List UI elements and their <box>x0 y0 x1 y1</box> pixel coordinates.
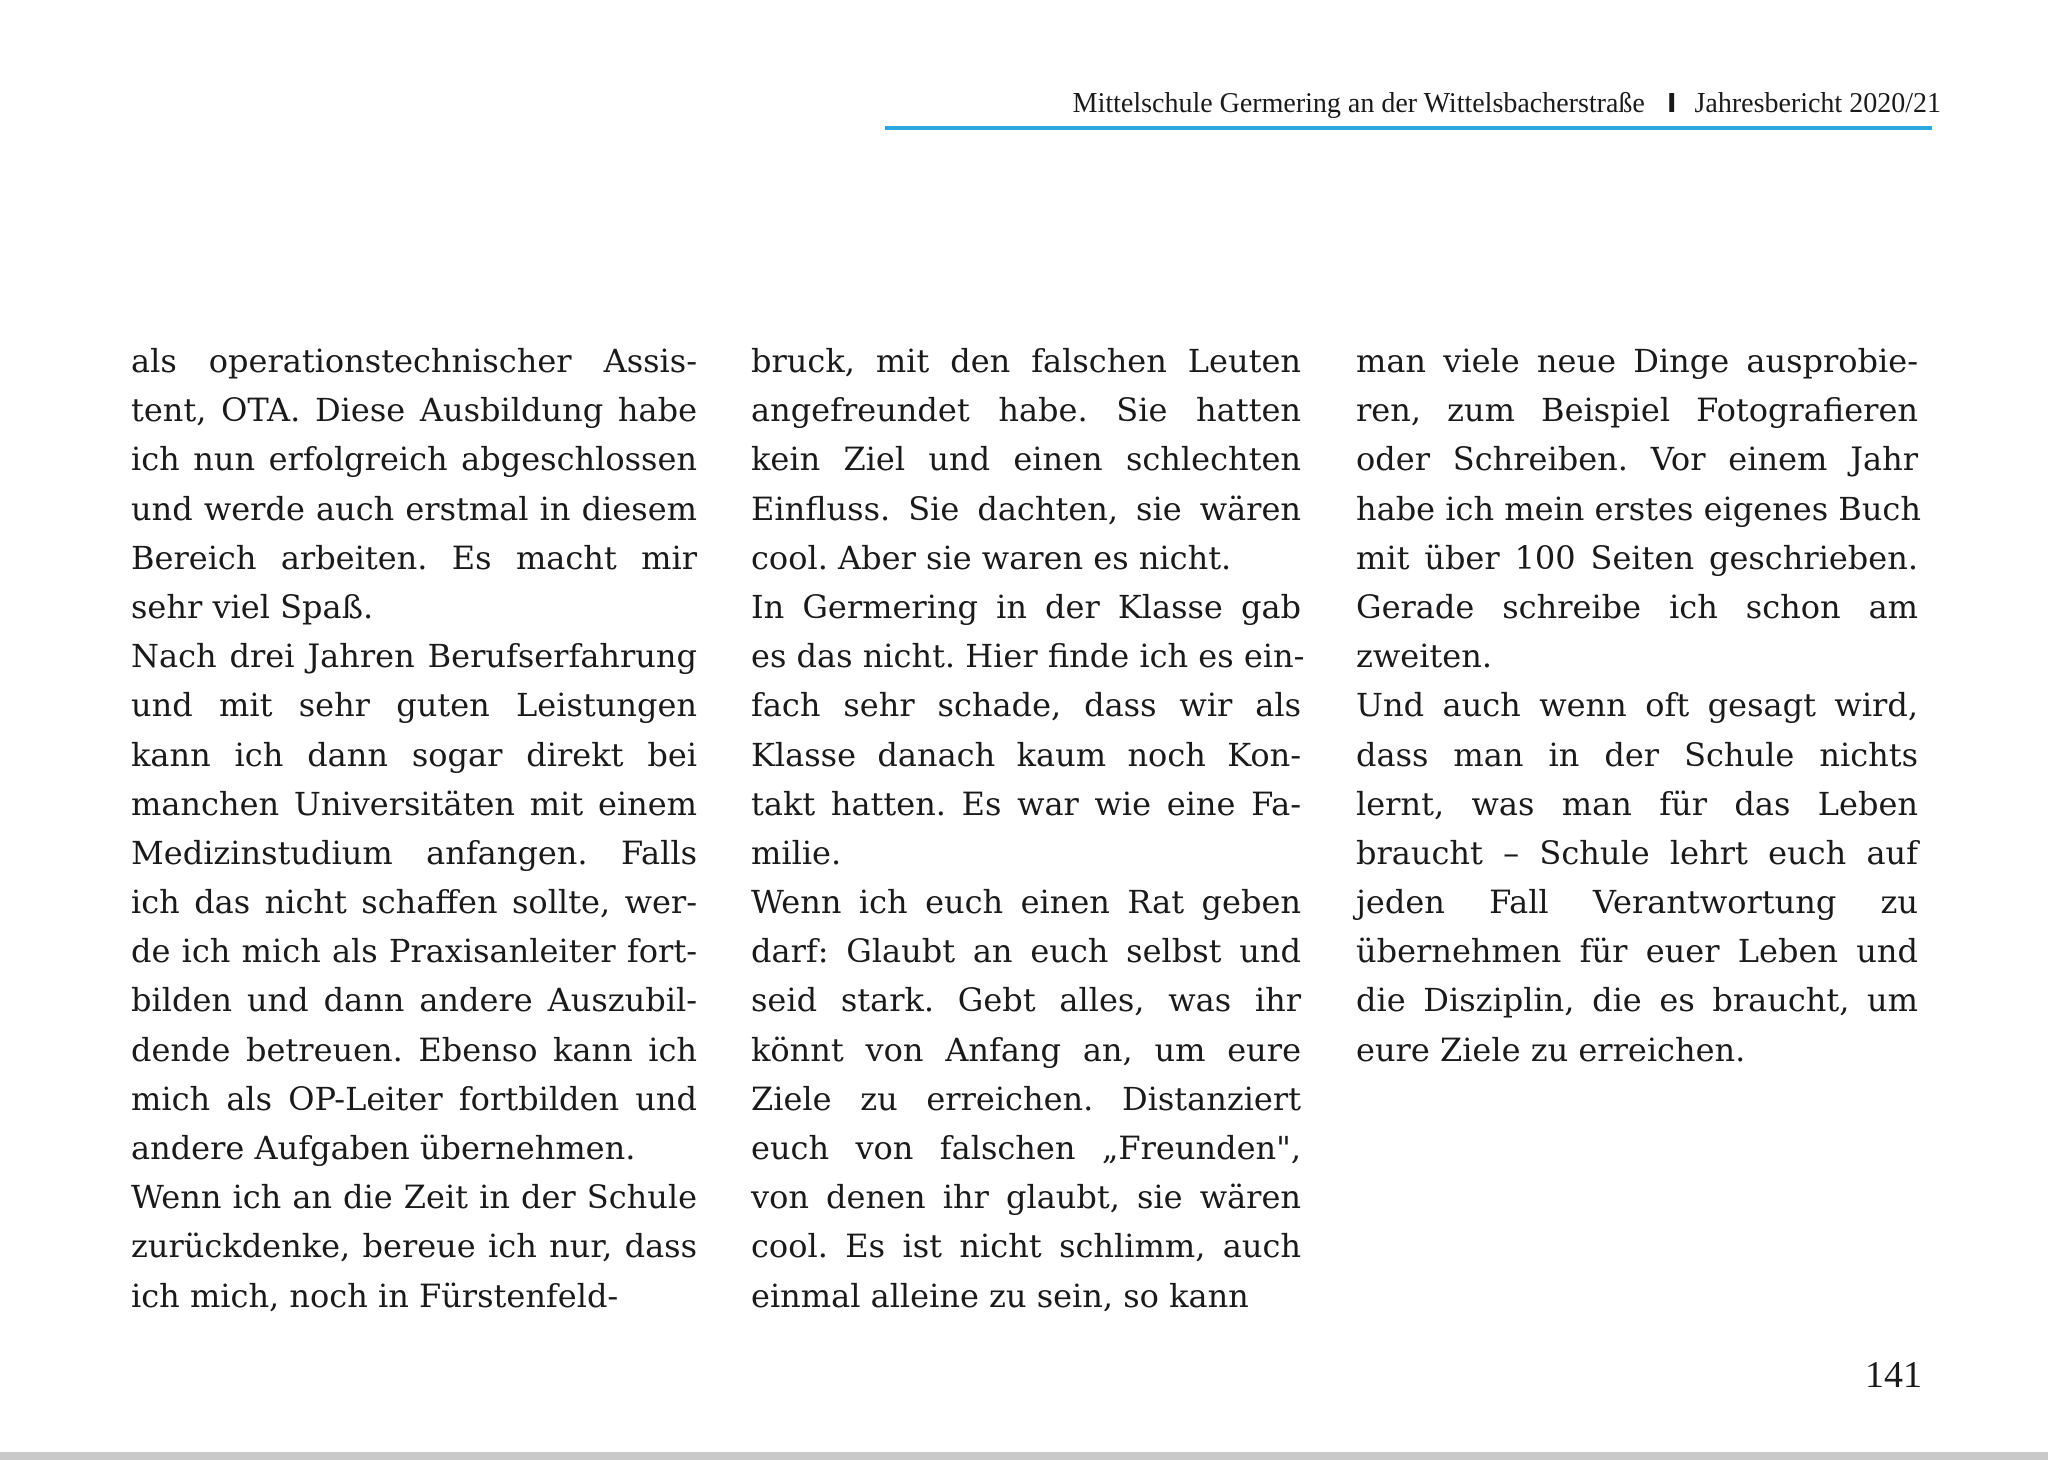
paragraph <box>751 583 1305 878</box>
page-number: 141 <box>1865 1354 1922 1396</box>
text-line: jeden Fall Verantwortung zu <box>1356 883 1918 922</box>
text-line: andere Aufgaben übernehmen. <box>131 1129 636 1167</box>
text-line: oder Schreiben. Vor einem Jahr <box>1356 440 1918 479</box>
text-line: eure Ziele zu erreichen. <box>1356 1030 1746 1069</box>
text-line: Wenn ich euch einen Rat geben <box>751 883 1301 922</box>
text-line: zurückdenke, bereue ich nur, dass <box>131 1227 697 1266</box>
text-line: ich nun erfolgreich abgeschlossen <box>131 440 697 479</box>
text-line: Bereich arbeiten. Es macht mir <box>131 538 697 577</box>
text-line: sehr viel Spaß. <box>131 587 374 626</box>
bottom-rule <box>0 1452 2048 1460</box>
text-line: ich mich, noch in Fürstenfeld- <box>131 1276 619 1315</box>
text-line: Nach drei Jahren Berufserfahrung <box>131 637 697 676</box>
paragraph <box>131 632 697 1173</box>
text-line: bruck, mit den falschen Leuten <box>751 342 1301 380</box>
paragraph <box>131 1173 697 1321</box>
text-line: und mit sehr guten Leistungen <box>131 686 697 725</box>
header-separator: I <box>1666 89 1677 119</box>
text-line: de ich mich als Praxisanleiter fort- <box>131 932 697 971</box>
paragraph <box>1356 337 1921 681</box>
text-line: Medizinstudium anfangen. Falls <box>131 833 697 872</box>
text-line: einmal alleine zu sein, so kann <box>751 1276 1249 1315</box>
text-line: die Disziplin, die es braucht, um <box>1356 981 1918 1020</box>
text-column-3 <box>1356 337 1921 1075</box>
text-line: milie. <box>751 833 842 872</box>
text-line: Und auch wenn oft gesagt wird, <box>1356 686 1918 725</box>
text-line: takt hatten. Es war wie eine Fa- <box>751 784 1301 823</box>
text-line: cool. Aber sie waren es nicht. <box>751 538 1232 577</box>
header-report-title: Jahresbericht 2020/21 <box>1694 88 1941 119</box>
text-line: lernt, was man für das Leben <box>1356 784 1918 823</box>
text-line: Einfluss. Sie dachten, sie wären <box>751 489 1301 528</box>
text-line: darf: Glaubt an euch selbst und <box>751 932 1301 971</box>
text-line: zweiten. <box>1356 637 1492 676</box>
text-line: seid stark. Gebt alles, was ihr <box>751 981 1301 1020</box>
text-line: als operationstechnischer Assis- <box>131 342 697 380</box>
text-line: habe ich mein erstes eigenes Buch <box>1356 489 1921 528</box>
text-line: könnt von Anfang an, um eure <box>751 1030 1301 1069</box>
text-line: Klasse danach kaum noch Kon- <box>751 735 1301 774</box>
paragraph <box>751 337 1301 583</box>
text-column-1 <box>131 337 697 1321</box>
text-line: angefreundet habe. Sie hatten <box>751 391 1301 430</box>
text-line: mit über 100 Seiten geschrieben. <box>1356 538 1918 577</box>
header-rule <box>885 126 1932 130</box>
text-line: Wenn ich an die Zeit in der Schule <box>131 1178 697 1217</box>
text-line: Ziele zu erreichen. Distanziert <box>751 1079 1301 1118</box>
text-line: euch von falschen „Freunden", <box>751 1129 1301 1167</box>
text-line: dass man in der Schule nichts <box>1356 735 1918 774</box>
text-line: von denen ihr glaubt, sie wären <box>751 1178 1301 1217</box>
text-line: und werde auch erstmal in diesem <box>131 489 697 528</box>
text-line: ich das nicht schaffen sollte, wer- <box>131 883 697 922</box>
text-line: übernehmen für euer Leben und <box>1356 932 1918 971</box>
text-line: cool. Es ist nicht schlimm, auch <box>751 1227 1301 1266</box>
text-line: kann ich dann sogar direkt bei <box>131 735 697 774</box>
paragraph <box>751 878 1301 1321</box>
text-line: dende betreuen. Ebenso kann ich <box>131 1030 697 1069</box>
text-line: fach sehr schade, dass wir als <box>751 686 1301 725</box>
text-line: manchen Universitäten mit einem <box>131 784 697 823</box>
text-line: In Germering in der Klasse gab <box>751 587 1301 626</box>
text-line: es das nicht. Hier finde ich es ein- <box>751 637 1305 676</box>
paragraph <box>1356 681 1918 1075</box>
text-line: bilden und dann andere Auszubil- <box>131 981 697 1020</box>
text-line: braucht – Schule lehrt euch auf <box>1356 833 1918 872</box>
text-column-2 <box>751 337 1305 1321</box>
text-line: man viele neue Dinge ausprobie- <box>1356 342 1918 380</box>
running-header <box>1073 86 1941 122</box>
paragraph <box>131 337 697 632</box>
text-line: ren, zum Beispiel Fotografieren <box>1356 391 1918 430</box>
text-line: mich als OP-Leiter fortbilden und <box>131 1079 697 1118</box>
text-line: tent, OTA. Diese Ausbildung habe <box>131 391 697 430</box>
text-line: Gerade schreibe ich schon am <box>1356 587 1918 626</box>
header-school-name: Mittelschule Germering an der Wittelsbacherstraße <box>1072 88 1645 119</box>
text-line: kein Ziel und einen schlechten <box>751 440 1301 479</box>
